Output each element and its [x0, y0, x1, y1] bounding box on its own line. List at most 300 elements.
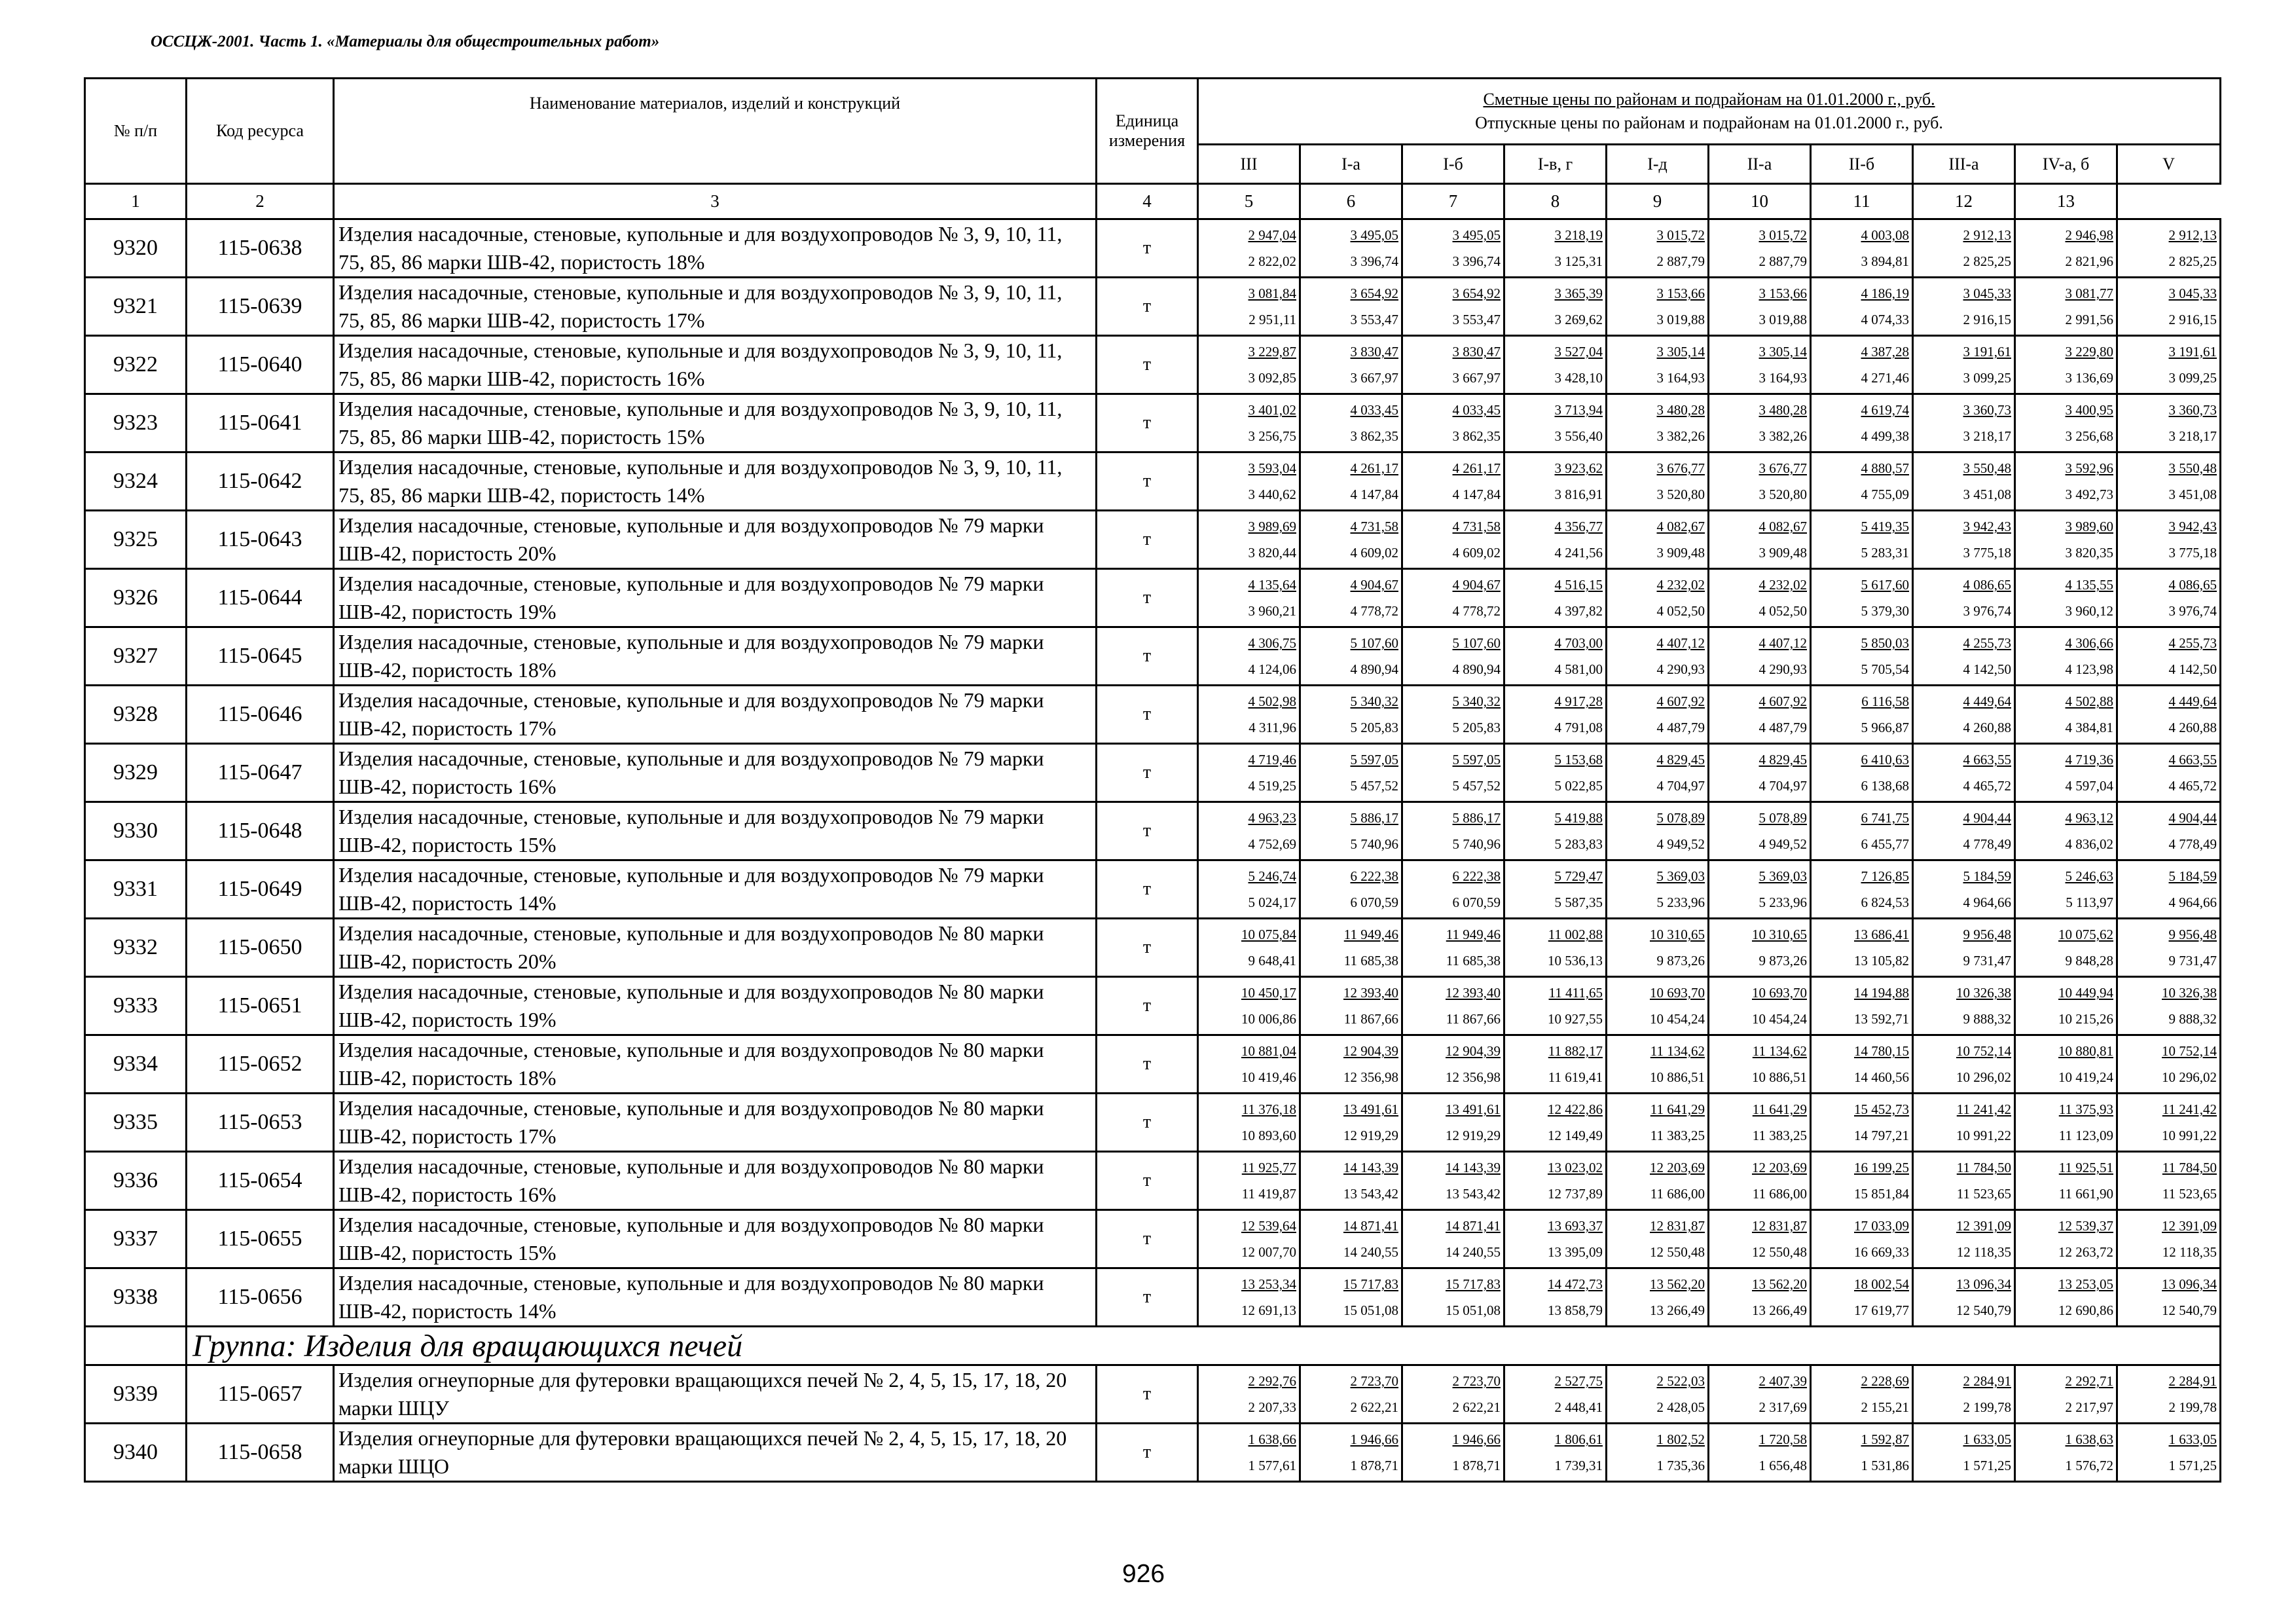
release-price: 11 523,65: [1956, 1186, 2011, 1202]
estimate-price: 5 078,89: [1656, 810, 1705, 826]
release-price: 10 991,22: [2162, 1128, 2217, 1143]
price-cell: [1504, 802, 1607, 860]
release-price: 4 949,52: [1656, 836, 1705, 852]
header-region: II-а: [1709, 145, 1811, 184]
price-cell: [1811, 1365, 1913, 1424]
header-region: V: [2117, 145, 2221, 184]
estimate-price: 3 218,19: [1554, 227, 1603, 243]
price-cell: [1198, 919, 1300, 977]
table-row: [85, 219, 2221, 278]
row-number: 9339: [85, 1365, 187, 1424]
release-price: 5 457,52: [1452, 778, 1501, 794]
price-cell: [1504, 744, 1607, 802]
header-region: I-в, г: [1504, 145, 1607, 184]
header-region: II-б: [1811, 145, 1913, 184]
estimate-price: 11 949,46: [1446, 927, 1501, 942]
price-cell: [1913, 336, 2015, 394]
estimate-price: 12 831,87: [1650, 1218, 1705, 1234]
table-row: [85, 802, 2221, 860]
estimate-price: 3 654,92: [1350, 286, 1398, 301]
estimate-price: 10 752,14: [1956, 1043, 2011, 1059]
release-price: 11 685,38: [1343, 953, 1398, 969]
material-name: Изделия насадочные, стеновые, купольные и для воздухопроводов № 79 марки ШВ-42, пористость 16%: [334, 744, 1097, 802]
price-cell: [2117, 219, 2221, 278]
estimate-price: 4 607,92: [1656, 693, 1705, 709]
price-cell: [1913, 219, 2015, 278]
price-cell: [1198, 977, 1300, 1035]
price-cell: [2117, 1152, 2221, 1210]
release-price: 4 704,97: [1758, 778, 1807, 794]
price-cell: [1504, 686, 1607, 744]
estimate-price: 2 228,69: [1861, 1373, 1909, 1389]
estimate-price: 9 956,48: [1963, 927, 2011, 942]
release-price: 9 731,47: [1963, 953, 2011, 969]
price-cell: [1198, 1424, 1300, 1482]
estimate-price: 5 886,17: [1350, 810, 1398, 826]
release-price: 3 820,44: [1248, 545, 1296, 561]
price-cell: [2117, 569, 2221, 627]
release-price: 4 890,94: [1452, 661, 1501, 677]
price-cell: [1300, 278, 1402, 336]
price-cell: [2015, 452, 2117, 511]
release-price: 2 991,56: [2065, 312, 2113, 327]
table-row: [85, 394, 2221, 452]
release-price: 3 894,81: [1861, 253, 1909, 269]
material-name: Изделия насадочные, стеновые, купольные и для воздухопроводов № 79 марки ШВ-42, пористость 19%: [334, 569, 1097, 627]
material-name: Изделия насадочные, стеновые, купольные и для воздухопроводов № 79 марки ШВ-42, пористость 15%: [334, 802, 1097, 860]
price-cell: [1607, 919, 1709, 977]
row-number: 9320: [85, 219, 187, 278]
release-price: 3 553,47: [1452, 312, 1501, 327]
estimate-price: 14 871,41: [1446, 1218, 1501, 1234]
release-price: 4 597,04: [2065, 778, 2113, 794]
estimate-price: 3 713,94: [1554, 402, 1603, 418]
release-price: 4 142,50: [2168, 661, 2217, 677]
release-price: 5 379,30: [1861, 603, 1909, 619]
price-cell: [1607, 686, 1709, 744]
estimate-price: 13 023,02: [1548, 1160, 1603, 1175]
release-price: 1 656,48: [1758, 1458, 1807, 1473]
release-price: 4 755,09: [1861, 487, 1909, 502]
estimate-price: 4 502,98: [1248, 693, 1296, 709]
release-price: 3 164,93: [1656, 370, 1705, 386]
estimate-price: 3 229,80: [2065, 344, 2113, 360]
unit-of-measure: т: [1097, 686, 1198, 744]
price-cell: [1300, 977, 1402, 1035]
price-cell: [1504, 627, 1607, 686]
estimate-price: 1 638,63: [2065, 1431, 2113, 1447]
table-row: [85, 511, 2221, 569]
row-number: 9332: [85, 919, 187, 977]
header-name: Наименование материалов, изделий и конструкций: [334, 79, 1097, 184]
estimate-price: 13 693,37: [1548, 1218, 1603, 1234]
release-price: 5 740,96: [1452, 836, 1501, 852]
estimate-price: 3 360,73: [1963, 402, 2011, 418]
price-cell: [1402, 1094, 1504, 1152]
price-cell: [2117, 977, 2221, 1035]
price-cell: [1300, 860, 1402, 919]
release-price: 3 775,18: [2168, 545, 2217, 561]
estimate-price: 2 527,75: [1554, 1373, 1603, 1389]
release-price: 14 240,55: [1343, 1244, 1398, 1260]
price-cell: [2015, 1210, 2117, 1268]
estimate-price: 12 393,40: [1343, 985, 1398, 1001]
estimate-price: 1 946,66: [1350, 1431, 1398, 1447]
release-price: 3 862,35: [1350, 428, 1398, 444]
table-row: [85, 744, 2221, 802]
estimate-price: 10 075,84: [1241, 927, 1296, 942]
release-price: 1 878,71: [1350, 1458, 1398, 1473]
price-cell: [1402, 278, 1504, 336]
estimate-price: 11 241,42: [1956, 1101, 2011, 1117]
estimate-price: 2 292,76: [1248, 1373, 1296, 1389]
price-cell: [1709, 336, 1811, 394]
release-price: 9 888,32: [1963, 1011, 2011, 1027]
price-cell: [1913, 1210, 2015, 1268]
price-cell: [1913, 1365, 2015, 1424]
estimate-price: 3 942,43: [1963, 519, 2011, 534]
release-price: 4 791,08: [1554, 720, 1603, 735]
price-cell: [1504, 1035, 1607, 1094]
release-price: 5 022,85: [1554, 778, 1603, 794]
release-price: 2 622,21: [1452, 1399, 1501, 1415]
unit-of-measure: т: [1097, 1094, 1198, 1152]
release-price: 10 454,24: [1650, 1011, 1705, 1027]
estimate-price: 10 310,65: [1650, 927, 1705, 942]
release-price: 3 520,80: [1656, 487, 1705, 502]
price-cell: [1198, 1035, 1300, 1094]
price-cell: [2015, 1268, 2117, 1327]
unit-of-measure: т: [1097, 744, 1198, 802]
release-price: 4 123,98: [2065, 661, 2113, 677]
material-name: Изделия насадочные, стеновые, купольные и для воздухопроводов № 80 марки ШВ-42, пористость 18%: [334, 1035, 1097, 1094]
header-region: I-б: [1402, 145, 1504, 184]
header-column-number: 13: [2015, 184, 2117, 219]
release-price: 12 118,35: [2162, 1244, 2217, 1260]
estimate-price: 6 116,58: [1861, 693, 1909, 709]
release-price: 3 775,18: [1963, 545, 2011, 561]
release-price: 11 123,09: [2058, 1128, 2113, 1143]
estimate-price: 4 607,92: [1758, 693, 1807, 709]
estimate-price: 10 693,70: [1650, 985, 1705, 1001]
price-cell: [1811, 1035, 1913, 1094]
estimate-price: 5 597,05: [1452, 752, 1501, 767]
release-price: 4 778,49: [2168, 836, 2217, 852]
price-cell: [1913, 977, 2015, 1035]
row-number: 9335: [85, 1094, 187, 1152]
release-price: 3 136,69: [2065, 370, 2113, 386]
release-price: 2 825,25: [2168, 253, 2217, 269]
material-name: Изделия насадочные, стеновые, купольные и для воздухопроводов № 3, 9, 10, 11, 75, 85, 86 марки ШВ-42, пористость 14%: [334, 452, 1097, 511]
estimate-price: 15 717,83: [1343, 1276, 1398, 1292]
release-price: 3 382,26: [1656, 428, 1705, 444]
estimate-price: 2 284,91: [1963, 1373, 2011, 1389]
price-cell: [1607, 860, 1709, 919]
release-price: 2 887,79: [1758, 253, 1807, 269]
estimate-price: 3 942,43: [2168, 519, 2217, 534]
estimate-price: 3 153,66: [1656, 286, 1705, 301]
estimate-price: 4 449,64: [2168, 693, 2217, 709]
release-price: 15 051,08: [1343, 1302, 1398, 1318]
price-cell: [1402, 1210, 1504, 1268]
row-number: 9328: [85, 686, 187, 744]
table-row: [85, 977, 2221, 1035]
price-cell: [1300, 919, 1402, 977]
group-num-blank: [85, 1327, 187, 1365]
price-cell: [1198, 686, 1300, 744]
release-price: 3 218,17: [2168, 428, 2217, 444]
release-price: 3 862,35: [1452, 428, 1501, 444]
resource-code: 115-0652: [187, 1035, 334, 1094]
release-price: 10 886,51: [1752, 1069, 1807, 1085]
header-column-number: 3: [334, 184, 1097, 219]
price-cell: [1607, 802, 1709, 860]
header-code: Код ресурса: [187, 79, 334, 184]
price-cell: [1607, 977, 1709, 1035]
estimate-price: 5 078,89: [1758, 810, 1807, 826]
row-number: 9326: [85, 569, 187, 627]
price-cell: [1811, 278, 1913, 336]
release-price: 6 070,59: [1350, 895, 1398, 910]
estimate-price: 14 143,39: [1343, 1160, 1398, 1175]
material-name: Изделия насадочные, стеновые, купольные и для воздухопроводов № 79 марки ШВ-42, пористость 20%: [334, 511, 1097, 569]
row-number: 9337: [85, 1210, 187, 1268]
release-price: 4 260,88: [2168, 720, 2217, 735]
price-cell: [1913, 1268, 2015, 1327]
release-price: 12 737,89: [1548, 1186, 1603, 1202]
release-price: 4 519,25: [1248, 778, 1296, 794]
price-cell: [1402, 860, 1504, 919]
estimate-price: 13 253,34: [1241, 1276, 1296, 1292]
table-row: [85, 919, 2221, 977]
price-cell: [1504, 452, 1607, 511]
release-price: 4 241,56: [1554, 545, 1603, 561]
release-price: 10 886,51: [1650, 1069, 1705, 1085]
price-cell: [1198, 1094, 1300, 1152]
release-price: 4 311,96: [1248, 720, 1296, 735]
estimate-price: 3 830,47: [1452, 344, 1501, 360]
unit-of-measure: т: [1097, 511, 1198, 569]
resource-code: 115-0644: [187, 569, 334, 627]
price-cell: [1607, 569, 1709, 627]
release-price: 5 740,96: [1350, 836, 1398, 852]
price-cell: [1913, 860, 2015, 919]
estimate-price: 3 495,05: [1350, 227, 1398, 243]
release-price: 10 536,13: [1548, 953, 1603, 969]
estimate-price: 3 480,28: [1758, 402, 1807, 418]
unit-of-measure: т: [1097, 1424, 1198, 1482]
release-price: 4 949,52: [1758, 836, 1807, 852]
estimate-price: 4 387,28: [1861, 344, 1909, 360]
release-price: 3 667,97: [1350, 370, 1398, 386]
estimate-price: 2 723,70: [1350, 1373, 1398, 1389]
release-price: 1 576,72: [2065, 1458, 2113, 1473]
estimate-price: 12 831,87: [1752, 1218, 1807, 1234]
estimate-price: 3 676,77: [1758, 460, 1807, 476]
release-price: 3 218,17: [1963, 428, 2011, 444]
release-price: 9 873,26: [1656, 953, 1705, 969]
release-price: 4 147,84: [1452, 487, 1501, 502]
estimate-price: 4 306,66: [2065, 635, 2113, 651]
release-price: 2 217,97: [2065, 1399, 2113, 1415]
price-cell: [1198, 1210, 1300, 1268]
price-cell: [2015, 686, 2117, 744]
estimate-price: 6 741,75: [1861, 810, 1909, 826]
row-number: 9322: [85, 336, 187, 394]
header-column-number: 10: [1709, 184, 1811, 219]
estimate-price: 4 719,46: [1248, 752, 1296, 767]
release-price: 5 457,52: [1350, 778, 1398, 794]
price-cell: [1402, 627, 1504, 686]
estimate-price: 3 527,04: [1554, 344, 1603, 360]
estimate-price: 11 375,93: [2058, 1101, 2113, 1117]
release-price: 4 271,46: [1861, 370, 1909, 386]
release-price: 10 927,55: [1548, 1011, 1603, 1027]
price-cell: [1709, 627, 1811, 686]
price-cell: [1504, 219, 1607, 278]
price-cell: [1402, 1152, 1504, 1210]
estimate-price: 5 369,03: [1758, 868, 1807, 884]
estimate-price: 4 719,36: [2065, 752, 2113, 767]
resource-code: 115-0643: [187, 511, 334, 569]
estimate-price: 1 946,66: [1452, 1431, 1501, 1447]
release-price: 4 290,93: [1758, 661, 1807, 677]
estimate-price: 3 365,39: [1554, 286, 1603, 301]
estimate-price: 5 597,05: [1350, 752, 1398, 767]
estimate-price: 18 002,54: [1854, 1276, 1909, 1292]
price-cell: [2117, 860, 2221, 919]
resource-code: 115-0657: [187, 1365, 334, 1424]
price-cell: [1198, 219, 1300, 278]
price-cell: [1402, 1035, 1504, 1094]
price-cell: [1913, 1035, 2015, 1094]
estimate-price: 4 663,55: [1963, 752, 2011, 767]
material-name: Изделия насадочные, стеновые, купольные и для воздухопроводов № 80 марки ШВ-42, пористость 20%: [334, 919, 1097, 977]
price-cell: [2015, 1152, 2117, 1210]
row-number: 9330: [85, 802, 187, 860]
price-cell: [2015, 1094, 2117, 1152]
release-price: 4 890,94: [1350, 661, 1398, 677]
release-price: 4 609,02: [1452, 545, 1501, 561]
header-column-number: 4: [1097, 184, 1198, 219]
price-cell: [1198, 278, 1300, 336]
price-cell: [1300, 744, 1402, 802]
price-cell: [2015, 569, 2117, 627]
release-price: 3 976,74: [2168, 603, 2217, 619]
table-row: [85, 336, 2221, 394]
release-price: 3 125,31: [1554, 253, 1603, 269]
price-cell: [2117, 278, 2221, 336]
estimate-price: 12 203,69: [1650, 1160, 1705, 1175]
estimate-price: 10 693,70: [1752, 985, 1807, 1001]
release-price: 10 419,46: [1241, 1069, 1296, 1085]
price-cell: [1504, 1268, 1607, 1327]
release-price: 9 648,41: [1248, 953, 1296, 969]
price-cell: [1709, 1152, 1811, 1210]
estimate-price: 1 592,87: [1861, 1431, 1909, 1447]
release-price: 12 540,79: [2162, 1302, 2217, 1318]
estimate-price: 4 829,45: [1656, 752, 1705, 767]
release-price: 4 964,66: [1963, 895, 2011, 910]
price-cell: [2015, 1424, 2117, 1482]
release-price: 3 976,74: [1963, 603, 2011, 619]
material-name: Изделия насадочные, стеновые, купольные и для воздухопроводов № 79 марки ШВ-42, пористость 18%: [334, 627, 1097, 686]
price-cell: [1811, 511, 1913, 569]
release-price: 17 619,77: [1854, 1302, 1909, 1318]
estimate-price: 11 641,29: [1752, 1101, 1807, 1117]
estimate-price: 1 638,66: [1248, 1431, 1296, 1447]
price-cell: [1811, 569, 1913, 627]
release-price: 2 428,05: [1656, 1399, 1705, 1415]
table-row: [85, 278, 2221, 336]
estimate-price: 4 082,67: [1758, 519, 1807, 534]
table-row: [85, 1210, 2221, 1268]
estimate-price: 4 255,73: [2168, 635, 2217, 651]
estimate-price: 5 729,47: [1554, 868, 1603, 884]
resource-code: 115-0638: [187, 219, 334, 278]
header-column-number: 9: [1607, 184, 1709, 219]
estimate-price: 11 949,46: [1343, 927, 1398, 942]
estimate-price: 3 305,14: [1758, 344, 1807, 360]
material-name: Изделия насадочные, стеновые, купольные и для воздухопроводов № 79 марки ШВ-42, пористость 14%: [334, 860, 1097, 919]
price-cell: [2117, 452, 2221, 511]
release-price: 10 991,22: [1956, 1128, 2011, 1143]
estimate-price: 10 326,38: [2162, 985, 2217, 1001]
price-cell: [2117, 744, 2221, 802]
price-table: [84, 77, 2221, 1483]
estimate-price: 3 015,72: [1656, 227, 1705, 243]
price-cell: [1607, 1365, 1709, 1424]
estimate-price: 2 292,71: [2065, 1373, 2113, 1389]
header-column-number: 8: [1504, 184, 1607, 219]
unit-of-measure: т: [1097, 1152, 1198, 1210]
estimate-price: 4 356,77: [1554, 519, 1603, 534]
release-price: 3 520,80: [1758, 487, 1807, 502]
price-cell: [1504, 860, 1607, 919]
header-price-title-release: Отпускные цены по районам и подрайонам на 01.01.2000 г., руб.: [1475, 113, 1943, 132]
estimate-price: 10 310,65: [1752, 927, 1807, 942]
price-cell: [1198, 1365, 1300, 1424]
release-price: 2 887,79: [1656, 253, 1705, 269]
release-price: 5 205,83: [1350, 720, 1398, 735]
estimate-price: 4 904,44: [2168, 810, 2217, 826]
price-cell: [1504, 919, 1607, 977]
release-price: 1 571,25: [2168, 1458, 2217, 1473]
price-cell: [1811, 336, 1913, 394]
price-cell: [1198, 569, 1300, 627]
estimate-price: 4 033,45: [1452, 402, 1501, 418]
price-cell: [1607, 1035, 1709, 1094]
table-row: [85, 1424, 2221, 1482]
price-cell: [2117, 1424, 2221, 1482]
price-cell: [1811, 219, 1913, 278]
price-cell: [1913, 744, 2015, 802]
estimate-price: 5 340,32: [1350, 693, 1398, 709]
release-price: 4 964,66: [2168, 895, 2217, 910]
estimate-price: 5 340,32: [1452, 693, 1501, 709]
price-cell: [1811, 977, 1913, 1035]
price-cell: [1811, 627, 1913, 686]
estimate-price: 4 904,67: [1452, 577, 1501, 593]
estimate-price: 3 153,66: [1758, 286, 1807, 301]
release-price: 6 455,77: [1861, 836, 1909, 852]
release-price: 12 540,79: [1956, 1302, 2011, 1318]
release-price: 3 440,62: [1248, 487, 1296, 502]
release-price: 12 263,72: [2058, 1244, 2113, 1260]
release-price: 3 451,08: [1963, 487, 2011, 502]
price-cell: [1300, 452, 1402, 511]
estimate-price: 12 539,64: [1241, 1218, 1296, 1234]
